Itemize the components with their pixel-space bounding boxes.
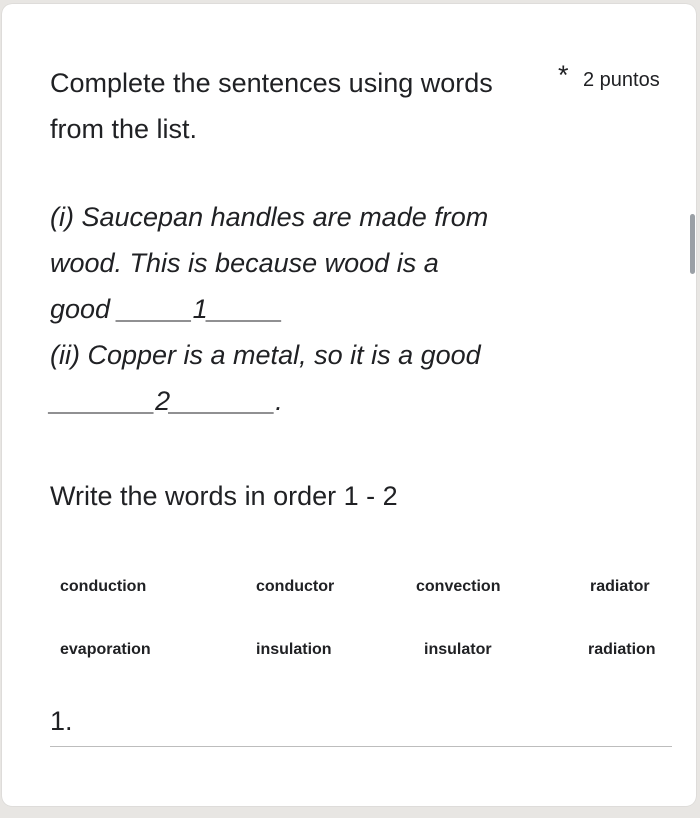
blank-2: _______2_______.	[50, 386, 283, 416]
word-list	[50, 572, 682, 672]
word-item: radiator	[590, 578, 650, 595]
word-item: insulation	[256, 641, 332, 658]
description-line-2: wood. This is because wood is a	[50, 248, 439, 278]
description-line-3	[50, 286, 570, 332]
word-item: conduction	[60, 578, 147, 595]
description-line-4: (ii) Copper is a metal, so it is a good	[50, 340, 481, 370]
word-item: convection	[416, 578, 501, 595]
required-marker: *	[558, 60, 569, 90]
description-line-1: (i) Saucepan handles are made from	[50, 202, 489, 232]
word-item: evaporation	[60, 641, 151, 658]
points-label: 2 puntos	[583, 69, 660, 91]
scrollbar[interactable]	[690, 214, 695, 274]
blank-1: _____1_____	[117, 294, 283, 324]
word-item: radiation	[588, 641, 656, 658]
order-instruction: Write the words in order 1 - 2	[50, 481, 398, 511]
question-card	[2, 4, 696, 806]
description-line-3-prefix: good	[50, 294, 118, 324]
question-title: Complete the sentences using words from the list.	[50, 68, 493, 144]
word-item: insulator	[424, 641, 492, 658]
word-item: conductor	[256, 578, 335, 595]
answer-input[interactable]	[50, 746, 672, 747]
question-description	[50, 194, 570, 424]
answer-label: 1.	[50, 706, 73, 736]
